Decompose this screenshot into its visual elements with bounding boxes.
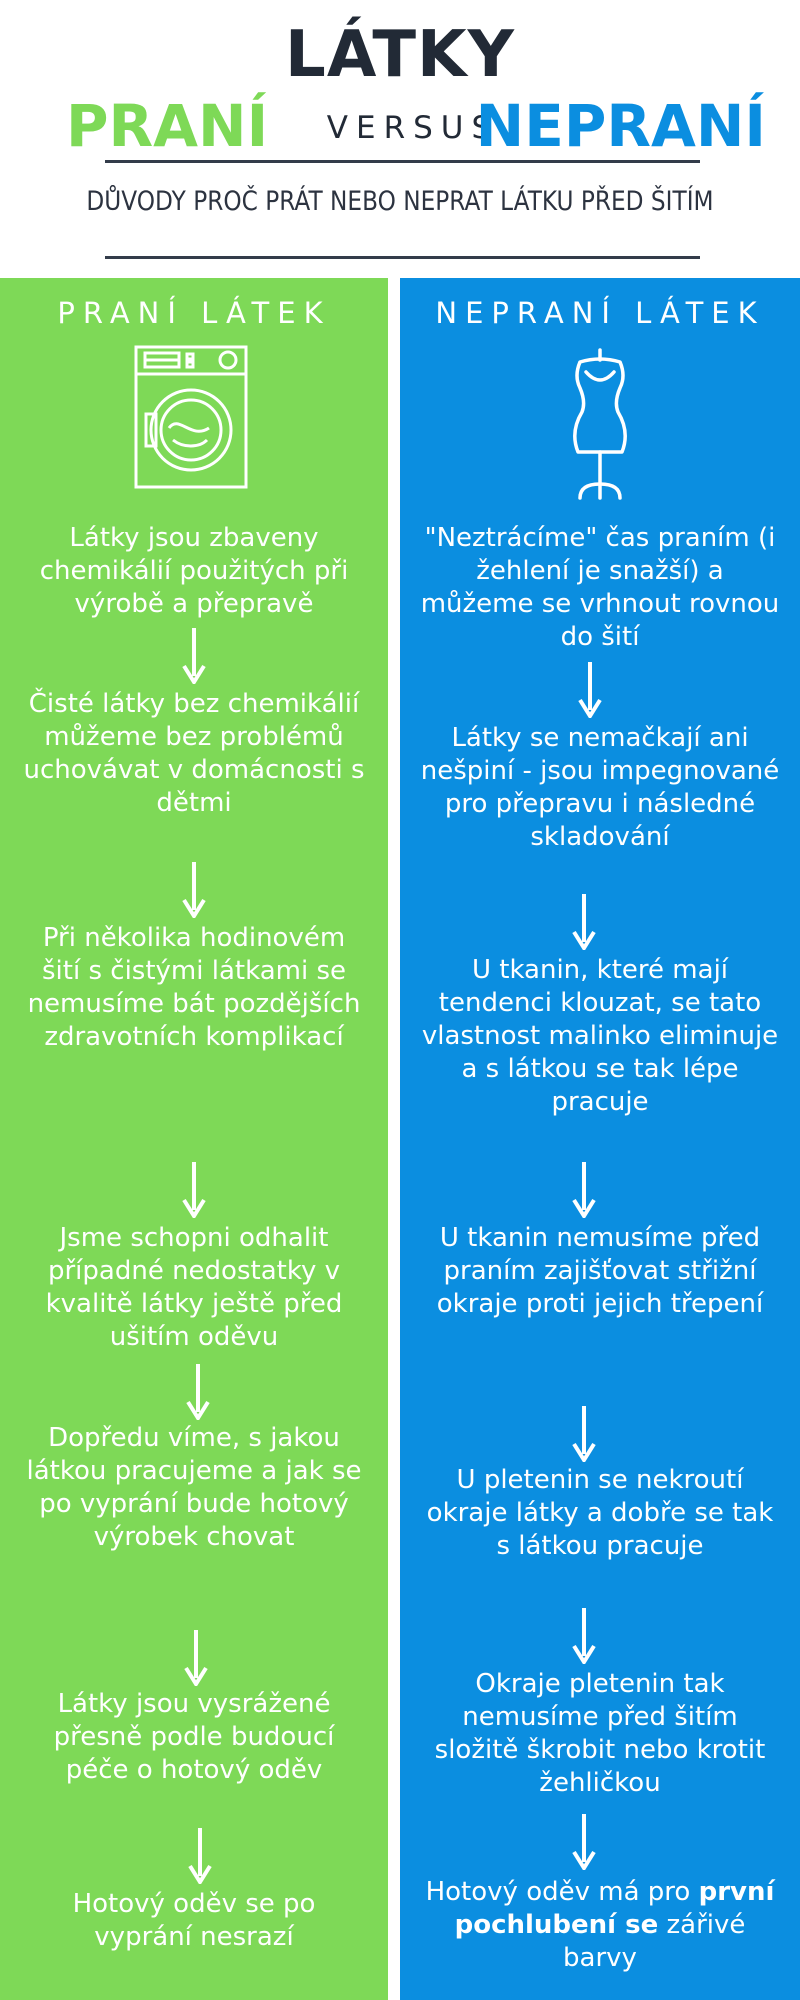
- last-item-text-end: zářivé barvy: [563, 1910, 746, 1973]
- page-title: LÁTKY: [285, 18, 515, 92]
- right-item-7: [400, 1876, 800, 1975]
- arrow-down-icon: [572, 1608, 596, 1668]
- left-column-heading: PRANÍ LÁTEK: [57, 296, 331, 330]
- right-column-heading: NEPRANÍ LÁTEK: [435, 296, 765, 330]
- left-column: [0, 278, 388, 2000]
- washing-machine-icon: [133, 344, 249, 494]
- left-item-1: Látky jsou zbaveny chemikálií použitých při výrobě a přepravě: [39, 523, 349, 619]
- left-item-2: Čisté látky bez chemikálií můžeme bez problémů uchovávat v domácnosti s dětmi: [23, 689, 365, 818]
- right-column: [400, 278, 800, 2000]
- dress-form-icon: [560, 348, 640, 508]
- arrow-down-icon: [182, 862, 206, 922]
- arrow-down-icon: [182, 1162, 206, 1222]
- arrow-down-icon: [578, 662, 602, 722]
- arrow-down-icon: [572, 1406, 596, 1466]
- arrow-down-icon: [572, 1162, 596, 1222]
- bottom-divider: [105, 256, 700, 259]
- header: [0, 0, 800, 278]
- arrow-down-icon: [186, 1364, 210, 1424]
- arrow-down-icon: [188, 1828, 212, 1888]
- left-term-title: PRANÍ: [66, 92, 269, 160]
- right-item-4: U tkanin nemusíme před praním zajišťovat střižní okraje proti jejich třepení: [436, 1223, 764, 1319]
- right-term-title: NEPRANÍ: [475, 92, 766, 160]
- subtitle: DŮVODY PROČ PRÁT NEBO NEPRAT LÁTKU PŘED ŠITÍM: [86, 186, 714, 217]
- left-item-6: Látky jsou vysrážené přesně podle budoucí péče o hotový oděv: [53, 1689, 335, 1785]
- last-item-text-start: Hotový oděv má pro: [425, 1877, 691, 1907]
- left-item-4: Jsme schopni odhalit případné nedostatky v kvalitě látky ještě před ušitím oděvu: [45, 1223, 343, 1352]
- comparison-title-row: [66, 92, 766, 162]
- left-item-5: Dopředu víme, s jakou látkou pracujeme a jak se po vyprání bude hotový výrobek chovat: [26, 1423, 362, 1552]
- top-divider: [105, 160, 700, 163]
- right-item-5: U pletenin se nekroutí okraje látky a dobře se tak s látkou pracuje: [426, 1465, 774, 1561]
- left-item-3: Při několika hodinovém šití s čistými látkami se nemusíme bát pozdějších zdravotních komplikací: [27, 923, 361, 1052]
- last-item-emphasis: první pochlubení se: [454, 1877, 775, 1940]
- arrow-down-icon: [572, 1814, 596, 1874]
- versus-label: VERSUS: [326, 110, 500, 146]
- arrow-down-icon: [572, 894, 596, 954]
- right-item-3: U tkanin, které mají tendenci klouzat, se tato vlastnost malinko eliminuje a s látkou se tak lépe pracuje: [421, 955, 779, 1117]
- arrow-down-icon: [182, 628, 206, 688]
- right-item-2: Látky se nemačkají ani nešpiní - jsou impegnované pro přepravu i následné skladování: [420, 723, 780, 852]
- left-item-7: Hotový oděv se po vyprání nesrazí: [72, 1889, 316, 1952]
- right-item-6: Okraje pletenin tak nemusíme před šitím složitě škrobit nebo krotit žehličkou: [434, 1669, 766, 1798]
- right-item-1: "Neztrácíme" čas praním (i žehlení je snažší) a můžeme se vrhnout rovnou do šití: [420, 523, 780, 652]
- arrow-down-icon: [184, 1630, 208, 1690]
